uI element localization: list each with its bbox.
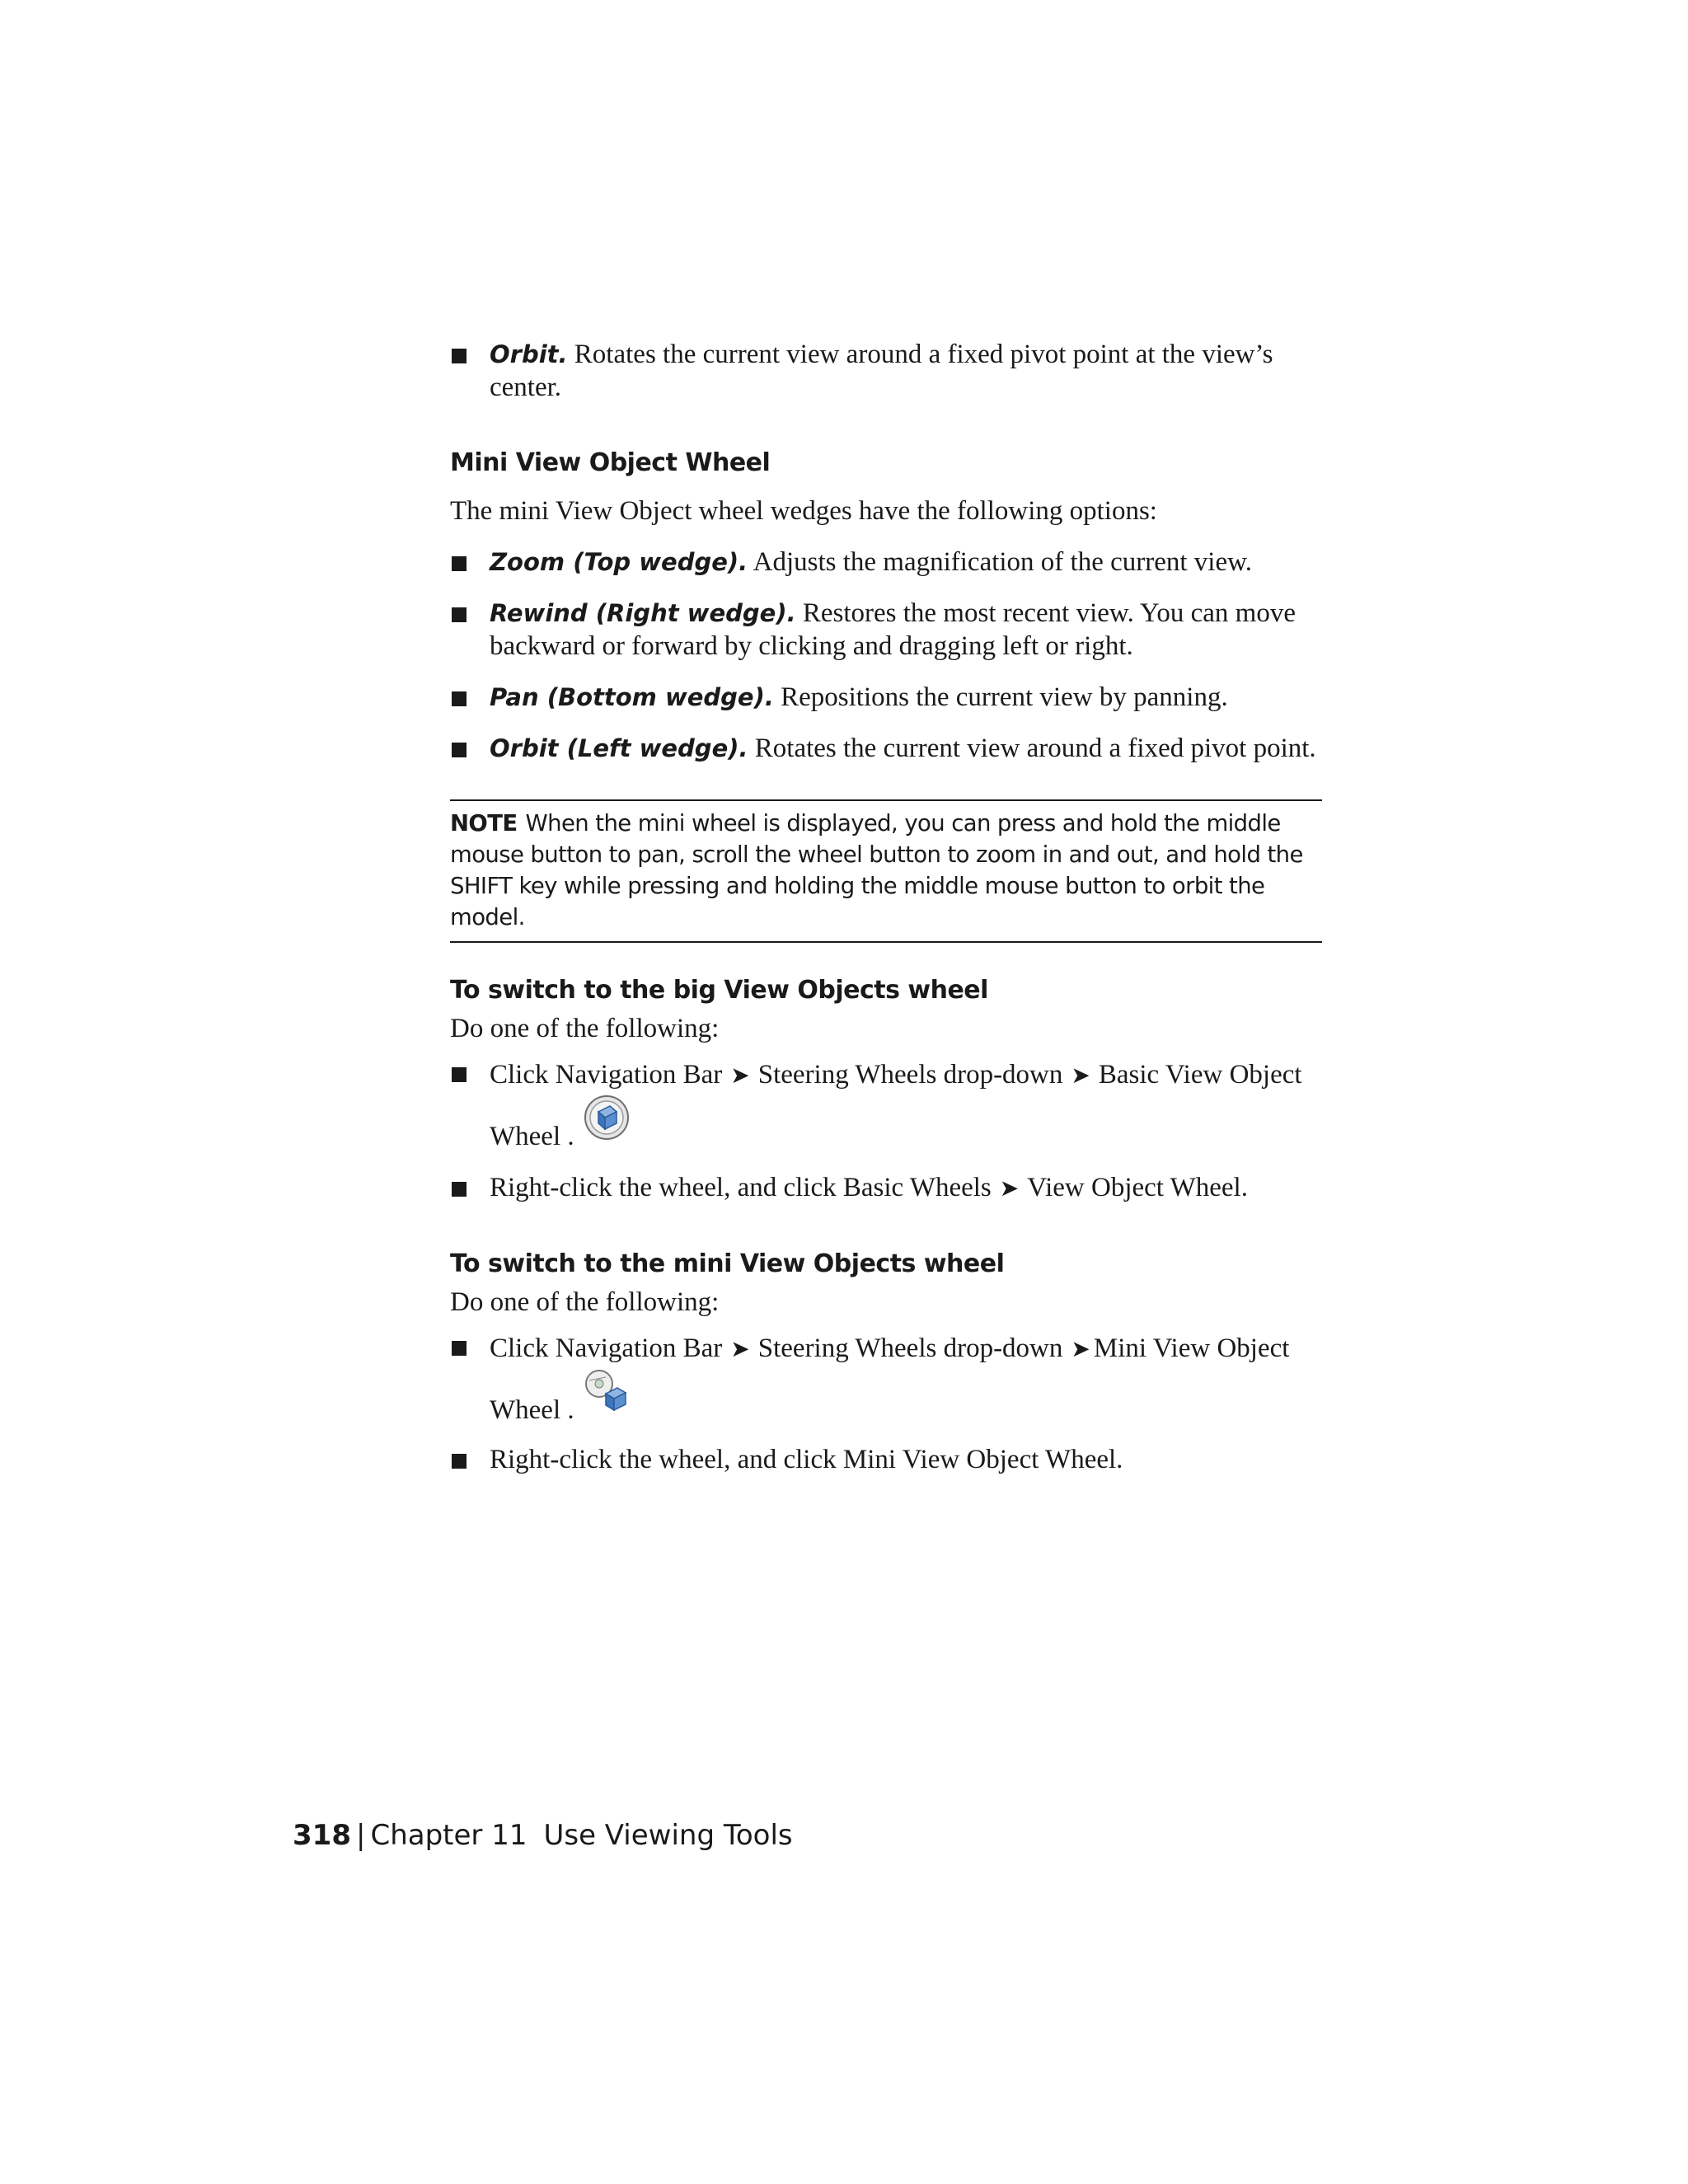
bullet-square [452, 556, 467, 571]
list-item-rewind [450, 597, 1322, 663]
pan-description: Repositions the current view by panning. [773, 682, 1228, 712]
orbit-left-description: Rotates the current view around a fixed pivot point. [748, 733, 1316, 763]
list-item-zoom [450, 546, 1322, 579]
mini-nav-part2: Steering Wheels drop-down [757, 1333, 1063, 1363]
big-rightclick-part1: Right-click the wheel, and click Basic Wheels [490, 1173, 992, 1202]
mini-nav-part1: Click Navigation Bar [490, 1333, 723, 1363]
big-nav-part3: Basic View Object [1098, 1060, 1302, 1090]
list-item-mini-rightclick [450, 1443, 1322, 1476]
bullet-square [452, 743, 467, 757]
list-item-orbit [450, 338, 1322, 404]
list-item-big-rightclick [450, 1171, 1322, 1205]
bullet-square [452, 691, 467, 706]
note-label: NOTE [450, 810, 518, 837]
section-heading-big-switch: To switch to the big View Objects wheel [450, 976, 988, 1005]
bullet-square [452, 1341, 467, 1356]
note-box [450, 799, 1322, 943]
term-zoom: Zoom (Top wedge). [490, 548, 748, 576]
big-nav-part1: Click Navigation Bar [490, 1060, 723, 1090]
zoom-description: Adjusts the magnification of the current view. [748, 547, 1253, 577]
orbit-description: Rotates the current view around a fixed pivot point at the view’s center. [490, 340, 1273, 402]
mini-rightclick-text: Right-click the wheel, and click Mini View Object Wheel. [490, 1445, 1123, 1474]
view-object-wheel-icon [583, 1094, 631, 1141]
arrow-icon: ➤ [730, 1062, 750, 1089]
list-item-mini-nav [450, 1330, 1322, 1428]
arrow-icon: ➤ [1071, 1335, 1090, 1362]
page-number: 318 [293, 1819, 351, 1852]
bullet-square [452, 607, 467, 622]
bullet-square [452, 1182, 467, 1197]
term-orbit: Orbit. [490, 340, 568, 368]
term-pan: Pan (Bottom wedge). [490, 683, 774, 711]
section-heading-mini-switch: To switch to the mini View Objects wheel [450, 1249, 1005, 1278]
note-text: When the mini wheel is displayed, you can press and hold the middle mouse button to pan, scroll the wheel button to zoom in and out, and hold the SHIFT key while pressing and holding the middle mouse button to orbit the model. [450, 810, 1303, 930]
arrow-icon: ➤ [999, 1174, 1020, 1202]
list-item-orbit-left [450, 732, 1322, 765]
chapter-title: Use Viewing Tools [543, 1819, 793, 1852]
bullet-square [452, 1067, 467, 1082]
mini-section-intro: The mini View Object wheel wedges have the following options: [450, 496, 1157, 526]
term-orbit-left: Orbit (Left wedge). [490, 734, 748, 762]
chapter-label: Chapter 11 [370, 1819, 528, 1852]
mini-view-object-wheel-icon [583, 1367, 631, 1415]
list-item-big-nav [450, 1057, 1322, 1155]
big-nav-part2: Steering Wheels drop-down [757, 1060, 1063, 1090]
term-rewind: Rewind (Right wedge). [490, 599, 796, 627]
page-footer [293, 1817, 793, 1854]
big-rightclick-part2: View Object Wheel. [1027, 1173, 1248, 1202]
arrow-icon: ➤ [730, 1335, 750, 1362]
rewind-description: Restores the most recent view. You can move backward or forward by clicking and dragging left or right. [490, 598, 1296, 661]
big-switch-intro: Do one of the following: [450, 1014, 720, 1043]
page-content [450, 338, 1322, 1476]
mini-switch-intro: Do one of the following: [450, 1287, 720, 1317]
bullet-square [452, 349, 467, 363]
footer-separator: | [355, 1819, 366, 1852]
bullet-square [452, 1454, 467, 1469]
list-item-pan [450, 681, 1322, 714]
mini-nav-part4: Wheel . [490, 1395, 574, 1425]
section-heading-mini-wheel: Mini View Object Wheel [450, 448, 771, 477]
big-nav-part4: Wheel . [490, 1122, 574, 1151]
arrow-icon: ➤ [1071, 1062, 1090, 1089]
mini-nav-part3: Mini View Object [1093, 1333, 1290, 1363]
